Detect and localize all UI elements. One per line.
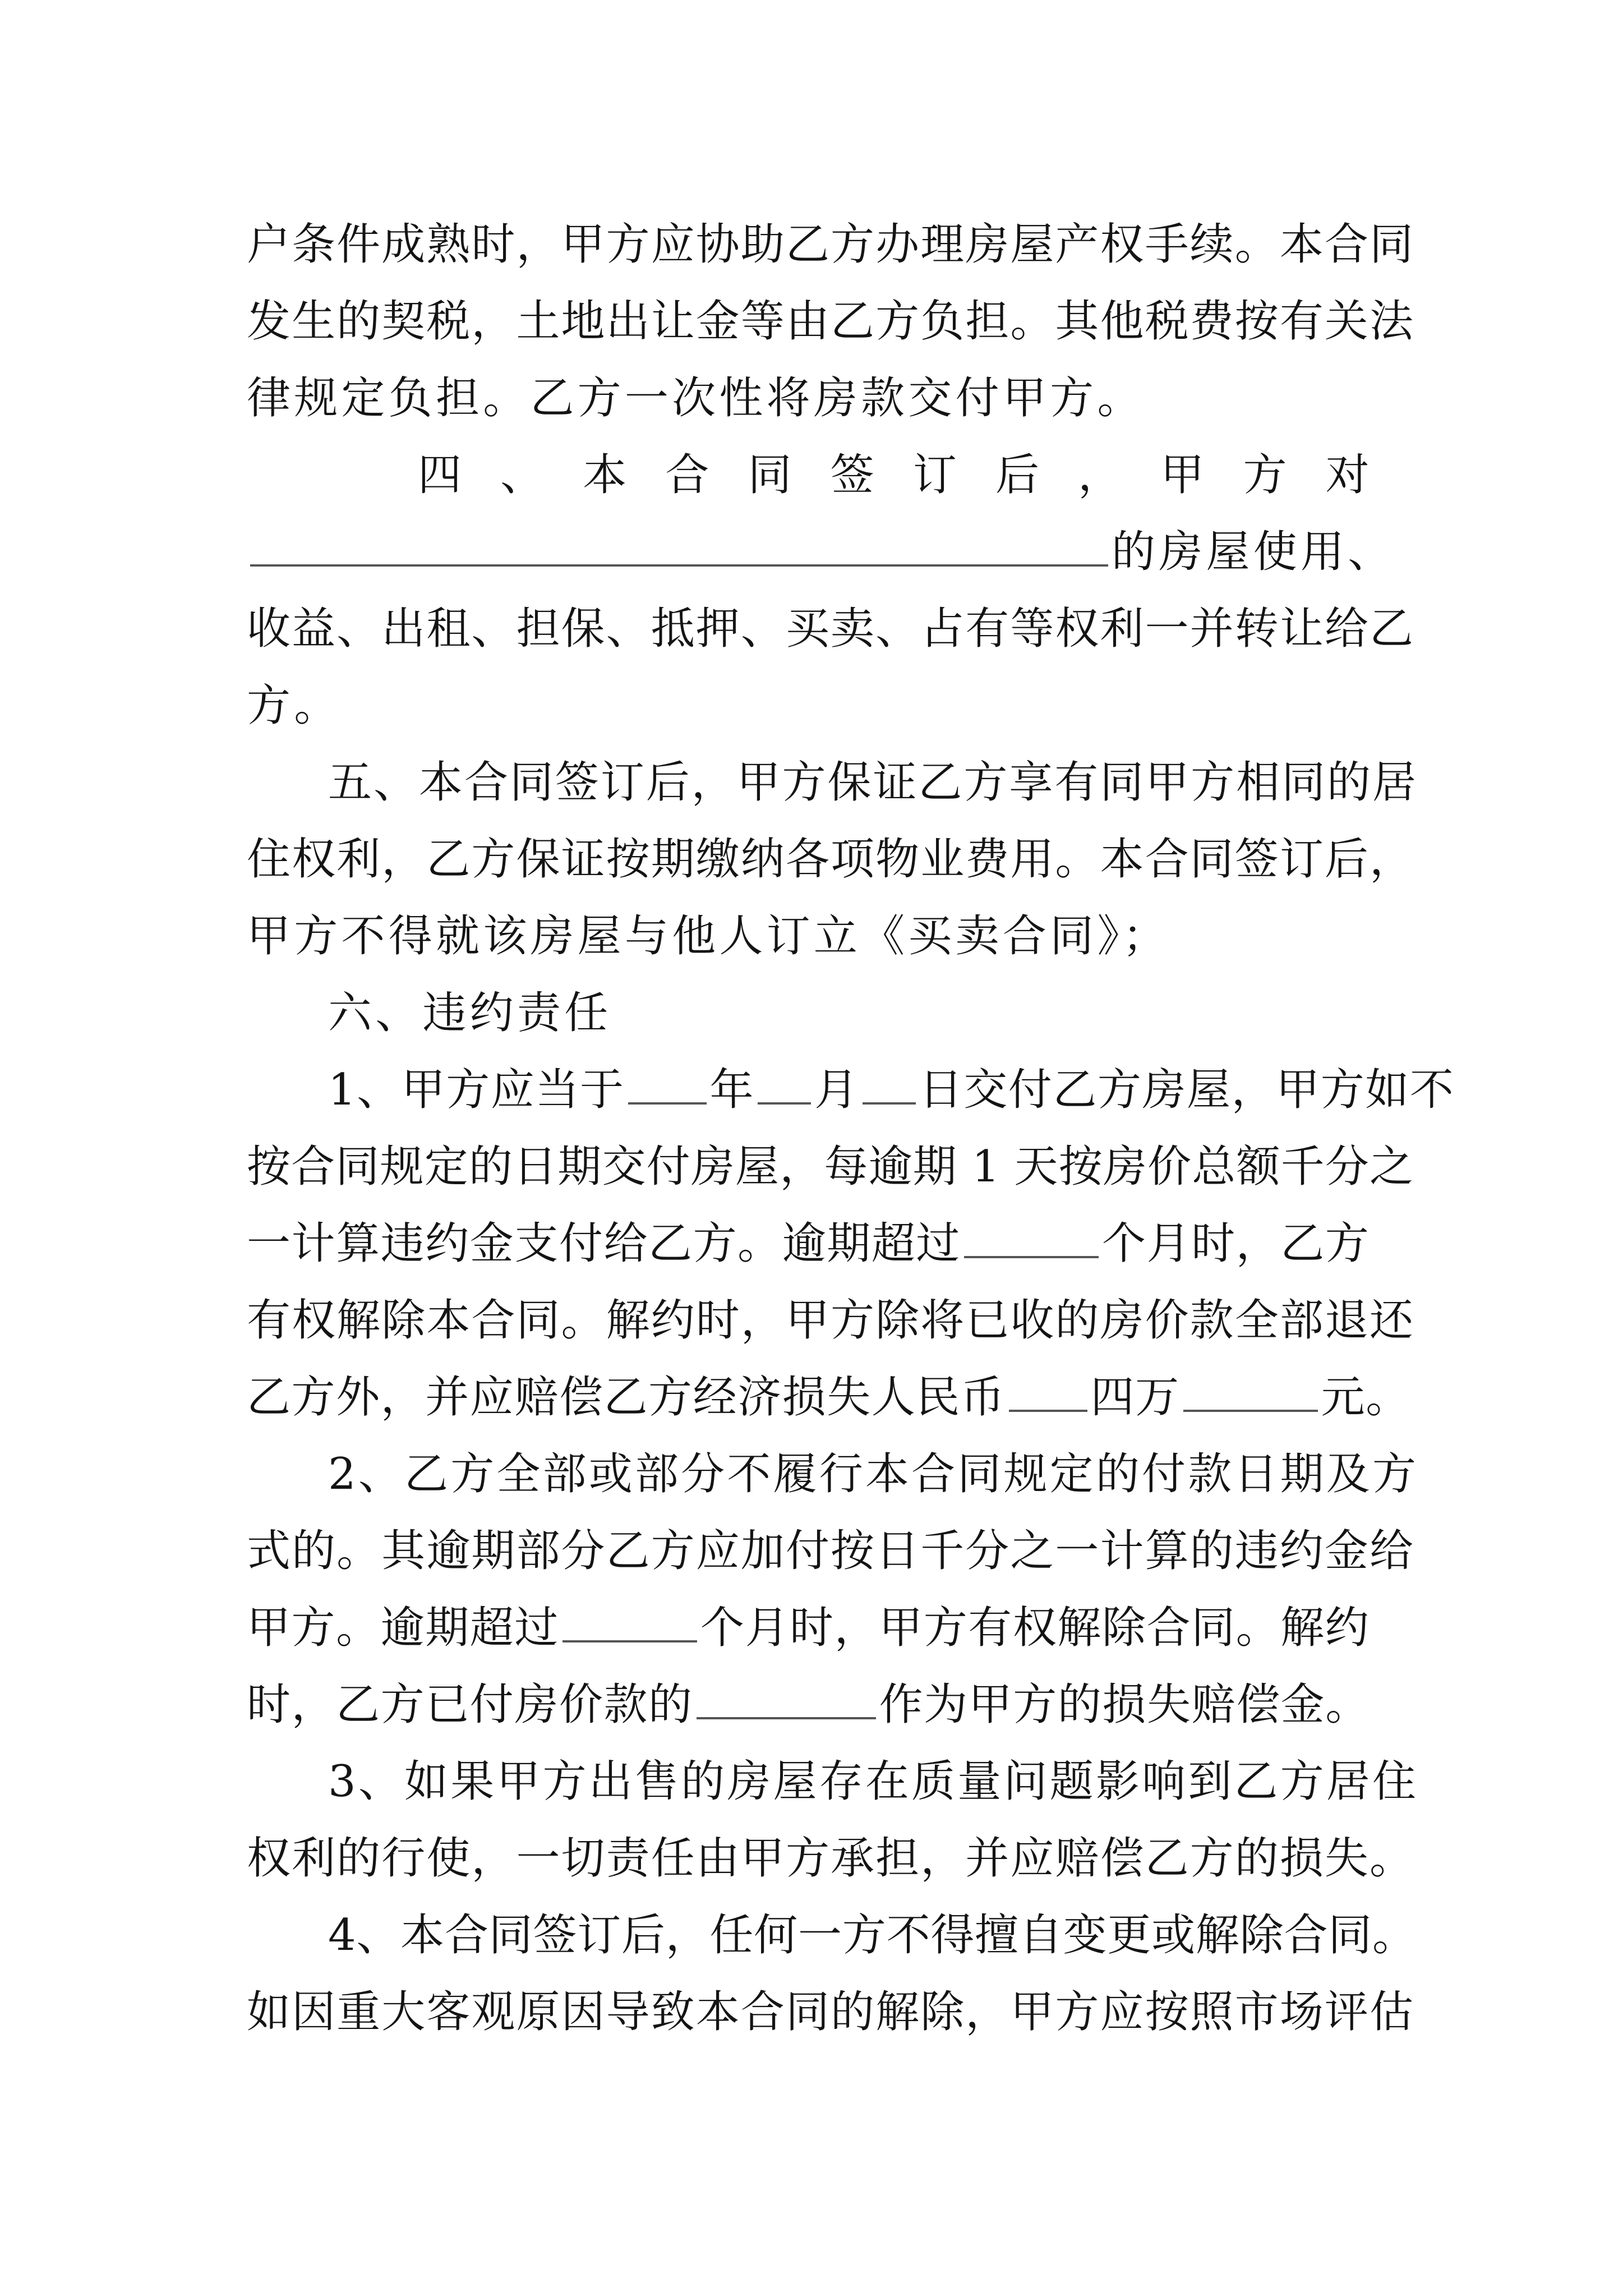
item-2-line-4 [247,1667,1413,1743]
text-fragment: 年 [709,1065,755,1115]
text-line: 有权解除本合同。解约时，甲方除将已收的房价款全部退还 [247,1295,1413,1346]
item-1-line-1 [328,1052,1455,1129]
text-line: 按合同规定的日期交付房屋，每逾期 1 天按房价总额千分之 [247,1142,1413,1192]
text-line: 甲方不得就该房屋与他人订立《买卖合同》； [247,911,1170,961]
months-blank[interactable] [964,1222,1099,1258]
amount-blank-suffix[interactable] [1183,1376,1318,1412]
item-2-line-3 [247,1590,1413,1667]
text-fragment: 作为甲方的损失赔偿金。 [879,1680,1370,1730]
text-fragment: 时，乙方已付房价款的 [247,1680,693,1730]
clause-4-heading-line: 四、本合同签订后，甲方对 [418,450,1382,500]
text-line: 收益、出租、担保、抵押、买卖、占有等权利一并转让给乙 [247,604,1413,654]
text-fragment: 月 [814,1065,859,1115]
fill-in-blank[interactable] [250,531,1108,567]
text-fragment: 日交付乙方房屋，甲方如不 [919,1065,1455,1115]
text-fragment: 元。 [1321,1372,1410,1423]
text-line: 发生的契税，土地出让金等由乙方负担。其他税费按有关法 [247,296,1413,347]
text-line: 4、本合同签订后，任何一方不得擅自变更或解除合同。 [328,1910,1416,1961]
item-1-line-5 [247,1359,1413,1436]
amount-blank-prefix[interactable] [1009,1376,1087,1412]
text-line: 方。 [247,680,342,731]
text-fragment: 1、甲方应当于 [328,1065,625,1115]
text-line: 五、本合同签订后，甲方保证乙方享有同甲方相同的居 [328,757,1416,808]
month-blank[interactable] [758,1069,811,1105]
text-line: 律规定负担。乙方一次性将房款交付甲方。 [247,373,1145,424]
clause-4-line-2 [247,514,1413,591]
year-blank[interactable] [628,1069,707,1105]
text-fragment: 乙方外，并应赔偿乙方经济损失人民币 [247,1372,1006,1423]
text-fragment: 甲方。逾期超过 [247,1603,559,1653]
text-line: 权利的行使，一切责任由甲方承担，并应赔偿乙方的损失。 [247,1833,1413,1884]
text-line: 2、乙方全部或部分不履行本合同规定的付款日期及方 [328,1449,1416,1499]
text-line: 如因重大客观原因导致本合同的解除，甲方应按照市场评估 [247,1987,1413,2037]
text-line: 式的。其逾期部分乙方应加付按日千分之一计算的违约金给 [247,1526,1413,1576]
text-fragment: 的房屋使用、 [1112,527,1395,577]
text-fragment: 个月时，乙方 [1101,1218,1370,1269]
text-line: 3、如果甲方出售的房屋存在质量问题影响到乙方居住 [328,1756,1416,1807]
day-blank[interactable] [863,1069,916,1105]
months-blank[interactable] [562,1607,697,1642]
text-fragment: 一计算违约金支付给乙方。逾期超过 [247,1218,961,1269]
ratio-blank[interactable] [697,1683,876,1719]
text-fragment: 个月时，甲方有权解除合同。解约 [700,1603,1370,1653]
compensation-amount: 四万 [1090,1372,1180,1423]
text-line: 户条件成熟时，甲方应协助乙方办理房屋产权手续。本合同 [247,219,1413,270]
text-line: 住权利，乙方保证按期缴纳各项物业费用。本合同签订后， [247,834,1413,885]
section-heading: 六、违约责任 [328,988,612,1038]
item-1-line-3 [247,1205,1413,1282]
